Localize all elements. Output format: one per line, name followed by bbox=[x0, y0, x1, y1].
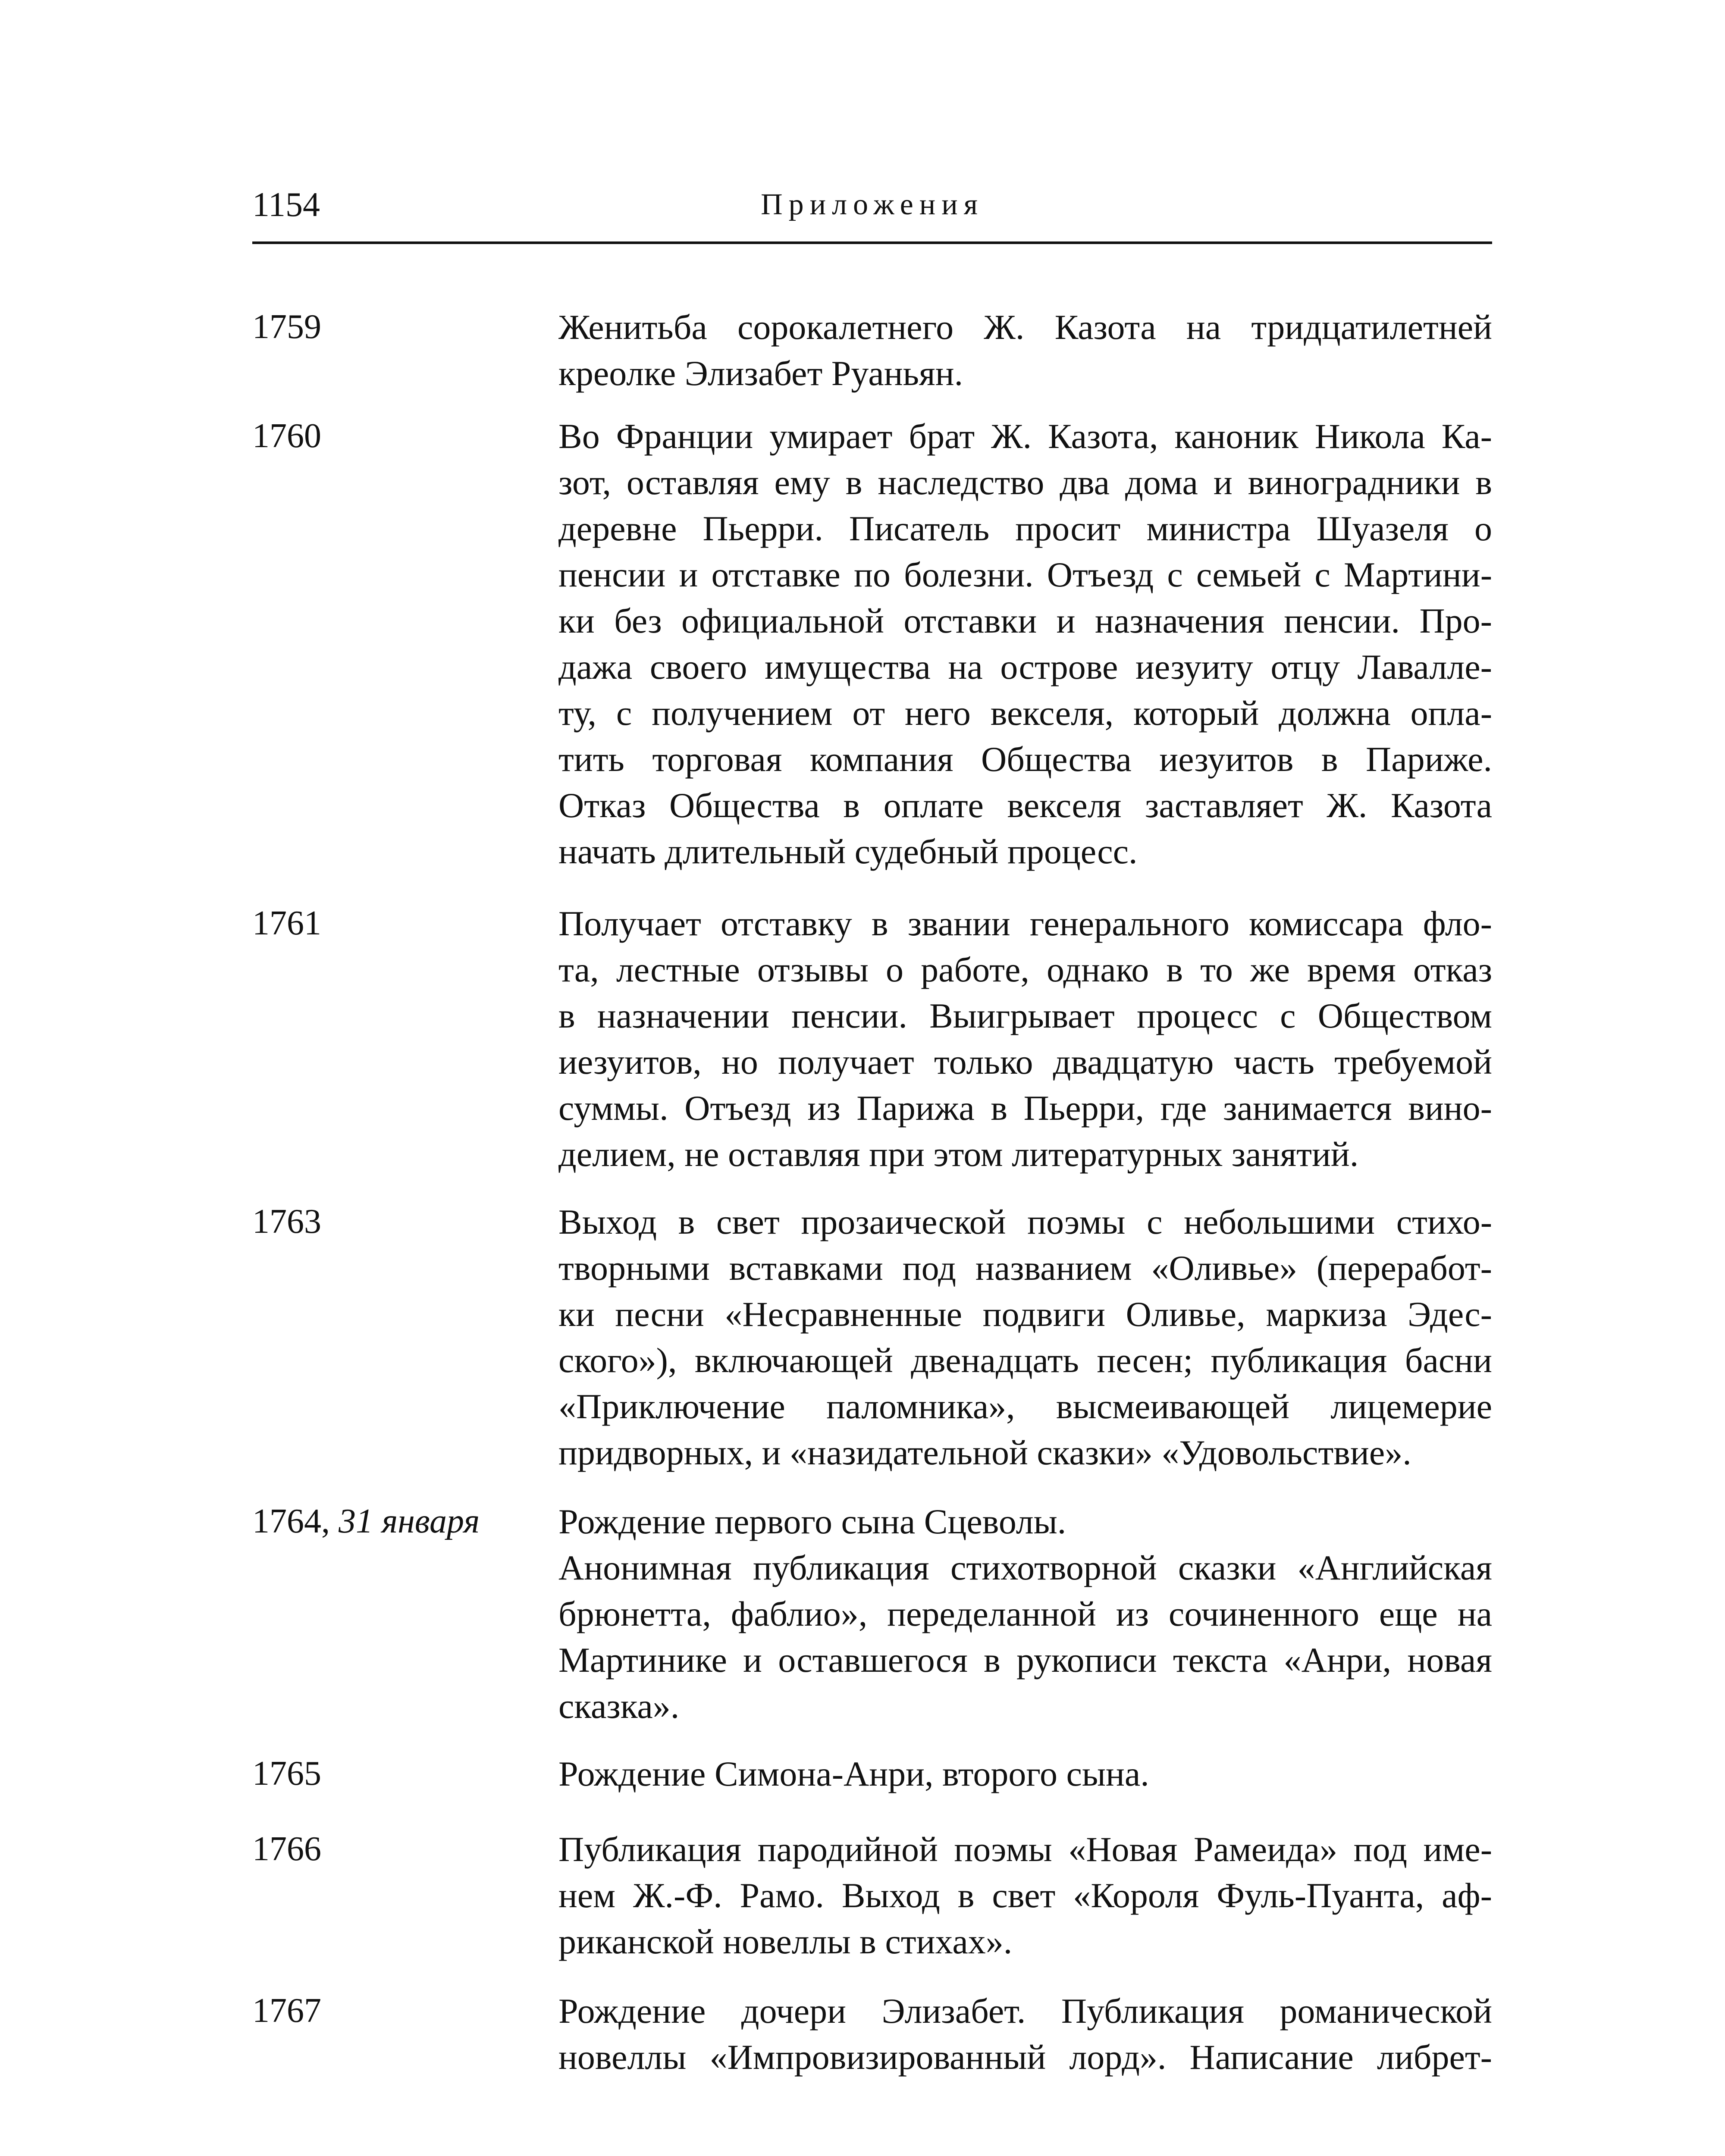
entry-date: 1767 bbox=[252, 1992, 321, 2030]
text-line: Мартинике и оставшегося в рукописи текста «Анри, новая bbox=[558, 1640, 1492, 1680]
text-line: нем Ж.-Ф. Рамо. Выход в свет «Короля Фуль-Пуанта, аф- bbox=[558, 1876, 1492, 1915]
text-line: суммы. Отъезд из Парижа в Пьерри, где занимается вино- bbox=[558, 1088, 1492, 1128]
entry-date: 1760 bbox=[252, 417, 321, 455]
entry-date: 1765 bbox=[252, 1755, 321, 1792]
text-line: пенсии и отставке по болезни. Отъезд с семьей с Мартини- bbox=[558, 555, 1492, 594]
entry-text bbox=[558, 1751, 1492, 1797]
entry-text bbox=[558, 900, 1492, 1177]
entry-text bbox=[558, 1826, 1492, 1965]
text-line: в назначении пенсии. Выигрывает процесс с Обществом bbox=[558, 996, 1492, 1035]
entry-date: 1759 bbox=[252, 308, 321, 346]
entry-date-note: 31 января bbox=[339, 1502, 480, 1540]
text-line: дажа своего имущества на острове иезуиту отцу Лавалле- bbox=[558, 647, 1492, 686]
text-line: тить торговая компания Общества иезуитов в Париже. bbox=[558, 740, 1492, 779]
text-line: Отказ Общества в оплате векселя заставляет Ж. Казота bbox=[558, 786, 1492, 825]
entry-text bbox=[558, 304, 1492, 396]
text-line: Выход в свет прозаической поэмы с небольшими стихо- bbox=[558, 1202, 1492, 1241]
text-line: Женитьба сорокалетнего Ж. Казота на тридцатилетней bbox=[558, 307, 1492, 347]
text-line: «Приключение паломника», высмеивающей лицемерие bbox=[558, 1387, 1492, 1426]
running-title: Приложения bbox=[761, 188, 984, 221]
text-line: деревне Пьерри. Писатель просит министра Шуазеля о bbox=[558, 509, 1492, 548]
text-line: Рождение Симона-Анри, второго сына. bbox=[558, 1754, 1149, 1793]
text-line: зот, оставляя ему в наследство два дома и виноградники в bbox=[558, 463, 1492, 502]
entry-date: 1764, 31 января bbox=[252, 1502, 480, 1540]
entry-date: 1761 bbox=[252, 904, 321, 942]
text-line: Рождение дочери Элизабет. Публикация романической bbox=[558, 1991, 1492, 2031]
text-line: Публикация пародийной поэмы «Новая Рамеида» под име- bbox=[558, 1830, 1492, 1869]
text-line: риканской новеллы в стихах». bbox=[558, 1922, 1013, 1961]
text-line: начать длительный судебный процесс. bbox=[558, 832, 1138, 871]
text-line: ту, с получением от него векселя, который должна опла- bbox=[558, 693, 1492, 733]
text-line: придворных, и «назидательной сказки» «Удовольствие». bbox=[558, 1433, 1411, 1472]
text-line: ки песни «Несравненные подвиги Оливье, маркиза Эдес- bbox=[558, 1294, 1492, 1334]
entry-date: 1766 bbox=[252, 1830, 321, 1868]
text-line: иезуитов, но получает только двадцатую часть требуемой bbox=[558, 1042, 1492, 1081]
entry-text bbox=[558, 1199, 1492, 1476]
text-line: креолке Элизабет Руаньян. bbox=[558, 354, 963, 393]
text-line: Рождение первого сына Сцеволы. bbox=[558, 1502, 1066, 1541]
page-number: 1154 bbox=[252, 186, 320, 224]
text-line: Во Франции умирает брат Ж. Казота, каноник Никола Ка- bbox=[558, 417, 1492, 456]
text-line: новеллы «Импровизированный лорд». Написание либрет- bbox=[558, 2037, 1492, 2077]
text-line: Анонимная публикация стихотворной сказки «Английская bbox=[558, 1548, 1492, 1587]
text-line: ки без официальной отставки и назначения пенсии. Про- bbox=[558, 601, 1492, 640]
entry-text bbox=[558, 1988, 1492, 2080]
text-line: та, лестные отзывы о работе, однако в то же время отказ bbox=[558, 950, 1492, 989]
text-line: творными вставками под названием «Оливье» (переработ- bbox=[558, 1248, 1492, 1288]
entry-text bbox=[558, 1498, 1492, 1729]
text-line: Получает отставку в звании генерального комиссара фло- bbox=[558, 904, 1492, 943]
entry-date: 1763 bbox=[252, 1203, 321, 1241]
text-line: делием, не оставляя при этом литературных занятий. bbox=[558, 1134, 1359, 1174]
text-line: сказка». bbox=[558, 1686, 680, 1726]
text-line: брюнетта, фаблио», переделанной из сочиненного еще на bbox=[558, 1594, 1492, 1633]
text-line: ского»), включающей двенадцать песен; публикация басни bbox=[558, 1341, 1492, 1380]
entry-text bbox=[558, 413, 1492, 874]
